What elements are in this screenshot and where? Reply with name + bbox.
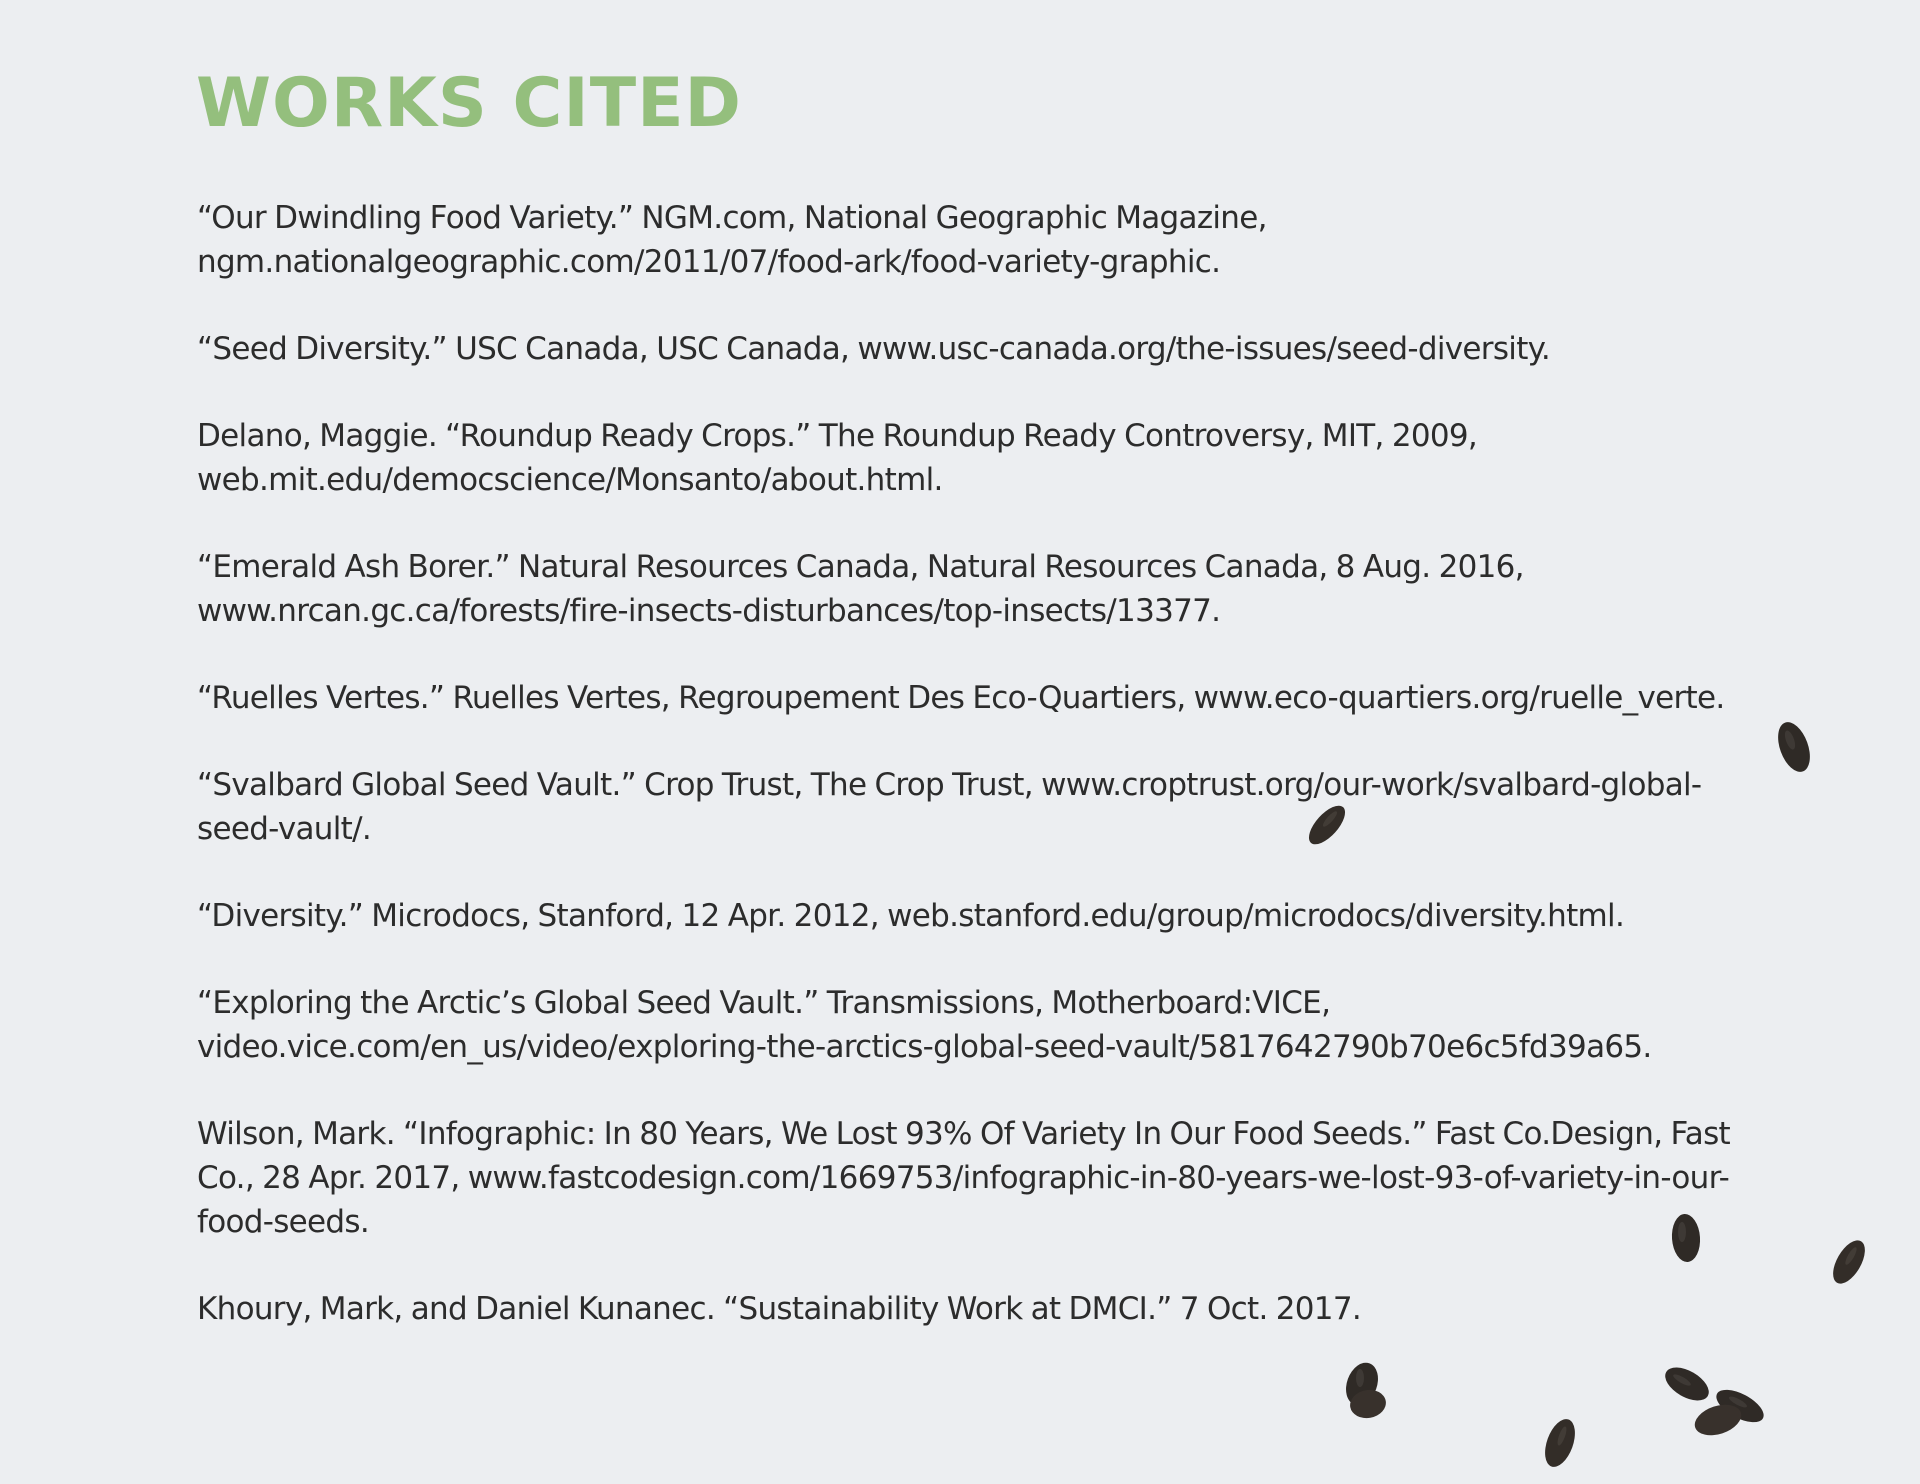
citation-list (197, 196, 1757, 1374)
citation-item: “Our Dwindling Food Variety.” NGM.com, National Geographic Magazine, ngm.nationalgeographic.com/2011/07/food-ark/food-variety-graphic. (197, 200, 1267, 280)
seed-icon (1690, 1386, 1770, 1444)
seed-icon (1304, 800, 1350, 850)
citation-item: “Ruelles Vertes.” Ruelles Vertes, Regroupement Des Eco-Quartiers, www.eco-quartiers.org/ruelle_verte. (197, 680, 1725, 716)
seed-icon (1334, 1360, 1396, 1426)
seed-icon (1668, 1210, 1704, 1266)
citation-item: Wilson, Mark. “Infographic: In 80 Years, We Lost 93% Of Variety In Our Food Seeds.” Fast Co.Design, Fast Co., 28 Apr. 2017, www.fastcodesign.com/1669753/infographic-in-80-years-we-lost-93-of-variety-in-our-food-seeds. (197, 1116, 1730, 1240)
citation-item: “Diversity.” Microdocs, Stanford, 12 Apr. 2012, web.stanford.edu/group/microdocs/diversity.html. (197, 898, 1625, 934)
citation-item: “Seed Diversity.” USC Canada, USC Canada, www.usc-canada.org/the-issues/seed-diversity. (197, 331, 1551, 367)
seed-icon (1826, 1236, 1872, 1288)
seed-icon (1774, 718, 1814, 776)
page-title: WORKS CITED (196, 64, 743, 143)
citation-item: “Exploring the Arctic’s Global Seed Vault.” Transmissions, Motherboard:VICE, video.vice.com/en_us/video/exploring-the-arctics-global-seed-vault/5817642790b70e6c5fd39a65. (197, 985, 1652, 1065)
citation-item: “Svalbard Global Seed Vault.” Crop Trust, The Crop Trust, www.croptrust.org/our-work/svalbard-global-seed-vault/. (197, 767, 1702, 847)
citation-item: “Emerald Ash Borer.” Natural Resources Canada, Natural Resources Canada, 8 Aug. 2016, www.nrcan.gc.ca/forests/fire-insects-disturbances/top-insects/13377. (197, 549, 1524, 629)
seed-icon (1540, 1414, 1580, 1472)
citation-item: Khoury, Mark, and Daniel Kunanec. “Sustainability Work at DMCI.” 7 Oct. 2017. (197, 1291, 1362, 1327)
citation-item: Delano, Maggie. “Roundup Ready Crops.” The Roundup Ready Controversy, MIT, 2009, web.mit.edu/democscience/Monsanto/about.html. (197, 418, 1478, 498)
